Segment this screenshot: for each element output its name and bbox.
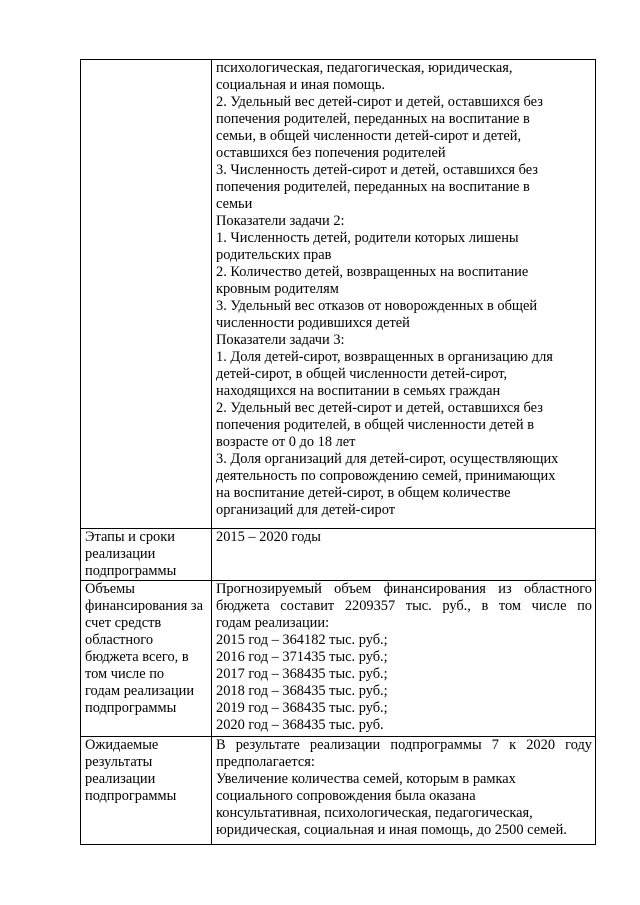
- indicator-line: кровным родителям: [216, 281, 339, 297]
- indicator-heading: Показатели задачи 3:: [216, 332, 345, 348]
- funding-year-line: 2019 год – 368435 тыс. руб.;: [216, 700, 388, 716]
- funding-year-line: 2018 год – 368435 тыс. руб.;: [216, 683, 388, 699]
- results-line: юридическая, социальная и иная помощь, до 2500 семей.: [216, 822, 567, 838]
- results-label-line: результаты: [85, 754, 153, 770]
- funding-intro-line: годам реализации:: [216, 615, 330, 631]
- indicator-line: попечения родителей, в общей численности детей в: [216, 417, 534, 433]
- indicator-line: детей-сирот, в общей численности детей-сирот,: [216, 366, 508, 382]
- indicator-line: возрасте от 0 до 18 лет: [216, 434, 356, 450]
- results-label-line: Ожидаемые: [85, 737, 159, 753]
- results-line: социального сопровождения была оказана: [216, 788, 476, 804]
- indicator-line: родительских прав: [216, 247, 332, 263]
- indicator-line: 3. Доля организаций для детей-сирот, осуществляющих: [216, 451, 559, 467]
- funding-label-line: бюджета всего, в: [85, 649, 189, 665]
- funding-label-line: годам реализации: [85, 683, 195, 699]
- funding-label-line: Объемы: [85, 581, 135, 597]
- funding-label-line: подпрограммы: [85, 700, 177, 716]
- stages-value: 2015 – 2020 годы: [216, 529, 321, 545]
- stages-label-cell: [81, 529, 212, 581]
- funding-label-line: финансирования за: [85, 598, 203, 614]
- indicator-line: находящихся на воспитании в семьях граждан: [216, 383, 501, 399]
- results-label-line: реализации: [85, 771, 156, 787]
- table-row-indicators: [81, 60, 596, 529]
- results-intro-line: предполагается:: [216, 754, 315, 770]
- funding-label-line: том числе по: [85, 666, 165, 682]
- results-intro-line: В результате реализации подпрограммы 7 к 2020 году: [216, 737, 592, 753]
- funding-year-line: 2016 год – 371435 тыс. руб.;: [216, 649, 388, 665]
- indicator-line: социальная и иная помощь.: [216, 77, 386, 93]
- table-row-funding: [81, 581, 596, 737]
- indicators-label-cell: [81, 60, 212, 529]
- indicator-line: попечения родителей, переданных на воспитание в: [216, 111, 530, 127]
- results-line: консультативная, психологическая, педагогическая,: [216, 805, 533, 821]
- indicator-line: 1. Численность детей, родители которых лишены: [216, 230, 519, 246]
- table-row-results: [81, 737, 596, 845]
- stages-value-cell: [212, 529, 596, 581]
- indicators-value-cell: [212, 60, 596, 529]
- funding-intro-line: Прогнозируемый объем финансирования из областного: [216, 581, 592, 597]
- indicator-line: 1. Доля детей-сирот, возвращенных в организацию для: [216, 349, 553, 365]
- indicator-line: организаций для детей-сирот: [216, 502, 396, 518]
- funding-label-line: счет средств: [85, 615, 162, 631]
- indicator-heading: Показатели задачи 2:: [216, 213, 345, 229]
- stages-label-line: реализации: [85, 546, 156, 562]
- indicator-line: деятельность по сопровождению семей, принимающих: [216, 468, 556, 484]
- funding-intro-line: бюджета составит 2209357 тыс. руб., в том числе по: [216, 598, 592, 614]
- funding-year-line: 2017 год – 368435 тыс. руб.;: [216, 666, 388, 682]
- results-value-cell: [212, 737, 596, 845]
- indicator-line: 3. Удельный вес отказов от новорожденных в общей: [216, 298, 538, 314]
- funding-label-cell: [81, 581, 212, 737]
- indicator-line: психологическая, педагогическая, юридическая,: [216, 60, 513, 76]
- indicator-line: численности родившихся детей: [216, 315, 410, 331]
- results-label-cell: [81, 737, 212, 845]
- table-row-stages: [81, 529, 596, 581]
- indicator-line: 2. Количество детей, возвращенных на воспитание: [216, 264, 529, 280]
- results-line: Увеличение количества семей, которым в рамках: [216, 771, 516, 787]
- indicator-line: 3. Численность детей-сирот и детей, оставшихся без: [216, 162, 538, 178]
- indicator-line: семьи, в общей численности детей-сирот и детей,: [216, 128, 522, 144]
- indicator-line: 2. Удельный вес детей-сирот и детей, оставшихся без: [216, 94, 543, 110]
- funding-year-line: 2015 год – 364182 тыс. руб.;: [216, 632, 388, 648]
- indicator-line: попечения родителей, переданных на воспитание в: [216, 179, 530, 195]
- funding-value-cell: [212, 581, 596, 737]
- stages-label-line: Этапы и сроки: [85, 529, 175, 545]
- passport-table: [80, 59, 596, 845]
- funding-label-line: областного: [85, 632, 154, 648]
- results-label-line: подпрограммы: [85, 788, 177, 804]
- stages-label-line: подпрограммы: [85, 563, 177, 579]
- indicator-line: 2. Удельный вес детей-сирот и детей, оставшихся без: [216, 400, 543, 416]
- indicator-line: оставшихся без попечения родителей: [216, 145, 446, 161]
- indicator-line: семьи: [216, 196, 253, 212]
- funding-year-line: 2020 год – 368435 тыс. руб.: [216, 717, 384, 733]
- indicator-line: на воспитание детей-сирот, в общем количестве: [216, 485, 511, 501]
